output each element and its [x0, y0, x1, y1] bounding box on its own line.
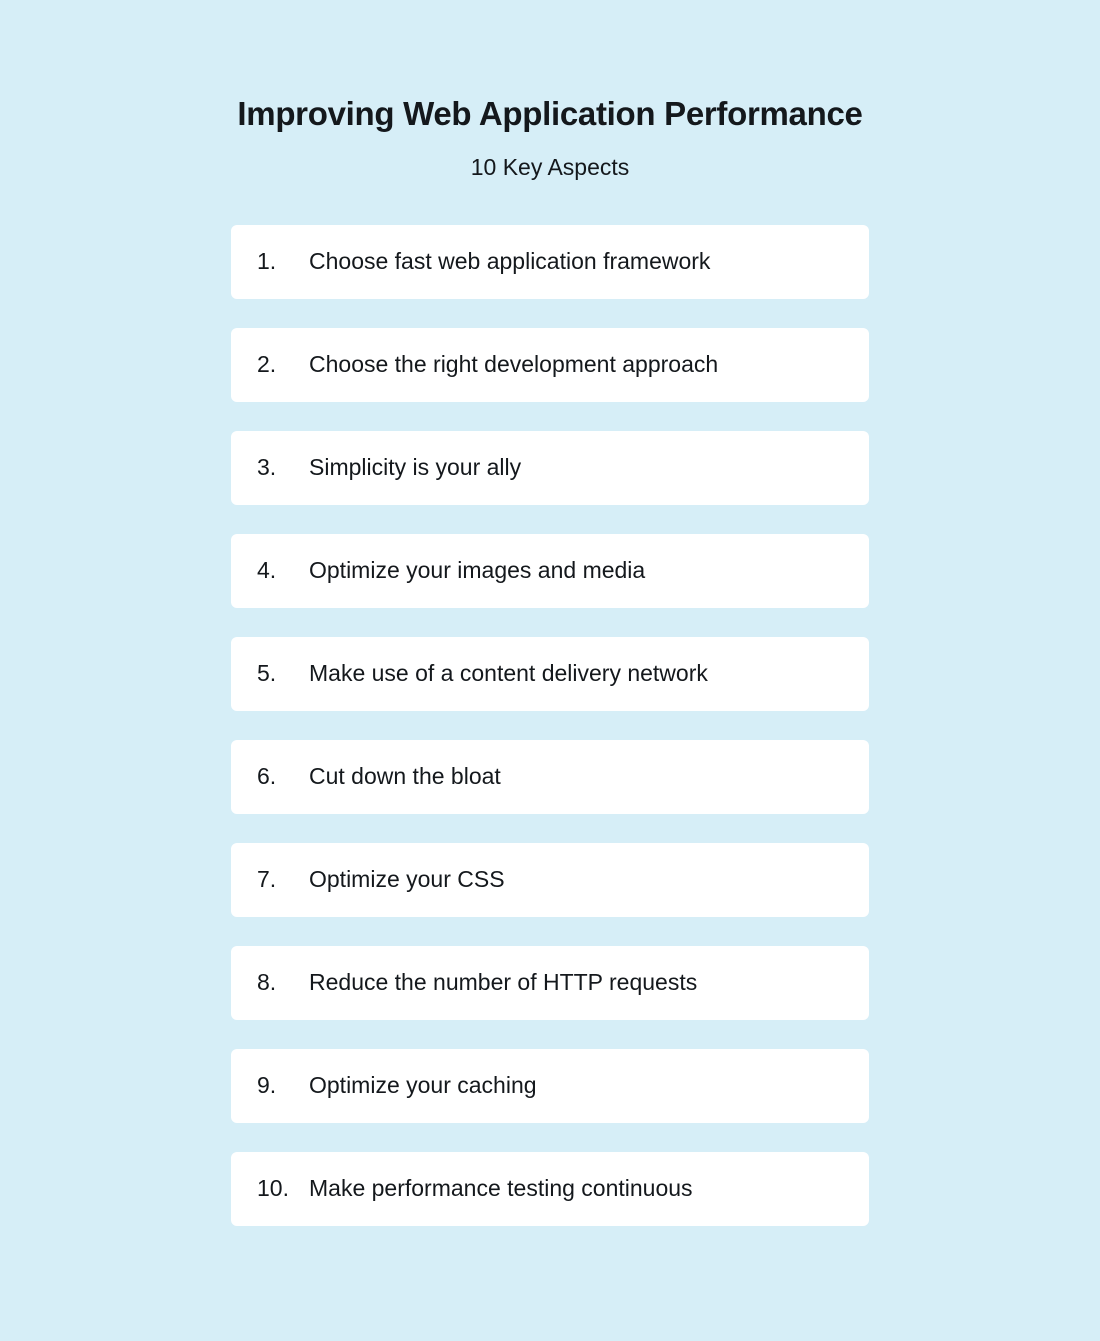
list-item-number: 4.: [257, 557, 277, 584]
list-item: [231, 1049, 869, 1123]
list-item: [231, 843, 869, 917]
list-item: [231, 1152, 869, 1226]
list-item-label: Choose the right development approach: [309, 351, 719, 378]
list-item-number: 8.: [257, 969, 277, 996]
list-item-label: Optimize your caching: [309, 1072, 537, 1099]
list-item-label: Make use of a content delivery network: [309, 660, 708, 687]
list-item-label: Reduce the number of HTTP requests: [309, 969, 698, 996]
list-item-number: 5.: [257, 660, 277, 687]
list-item-label: Make performance testing continuous: [309, 1175, 693, 1202]
list-item-label: Simplicity is your ally: [309, 454, 522, 481]
list-item: [231, 637, 869, 711]
list-item-label: Choose fast web application framework: [309, 248, 711, 275]
aspects-list: [231, 225, 869, 1226]
list-item: [231, 225, 869, 299]
list-item: [231, 740, 869, 814]
list-item: [231, 946, 869, 1020]
list-item-number: 1.: [257, 248, 277, 275]
list-item-number: 3.: [257, 454, 277, 481]
list-item: [231, 534, 869, 608]
list-item-number: 9.: [257, 1072, 277, 1099]
list-item: [231, 328, 869, 402]
list-item: [231, 431, 869, 505]
page-title: Improving Web Application Performance: [237, 95, 863, 132]
list-item-number: 6.: [257, 763, 277, 790]
list-item-number: 7.: [257, 866, 277, 893]
list-item-label: Optimize your CSS: [309, 866, 505, 893]
list-item-label: Optimize your images and media: [309, 557, 646, 584]
list-item-number: 2.: [257, 351, 277, 378]
list-item-number: 10.: [257, 1175, 289, 1202]
page-subtitle: 10 Key Aspects: [470, 153, 630, 180]
list-item-label: Cut down the bloat: [309, 763, 501, 790]
